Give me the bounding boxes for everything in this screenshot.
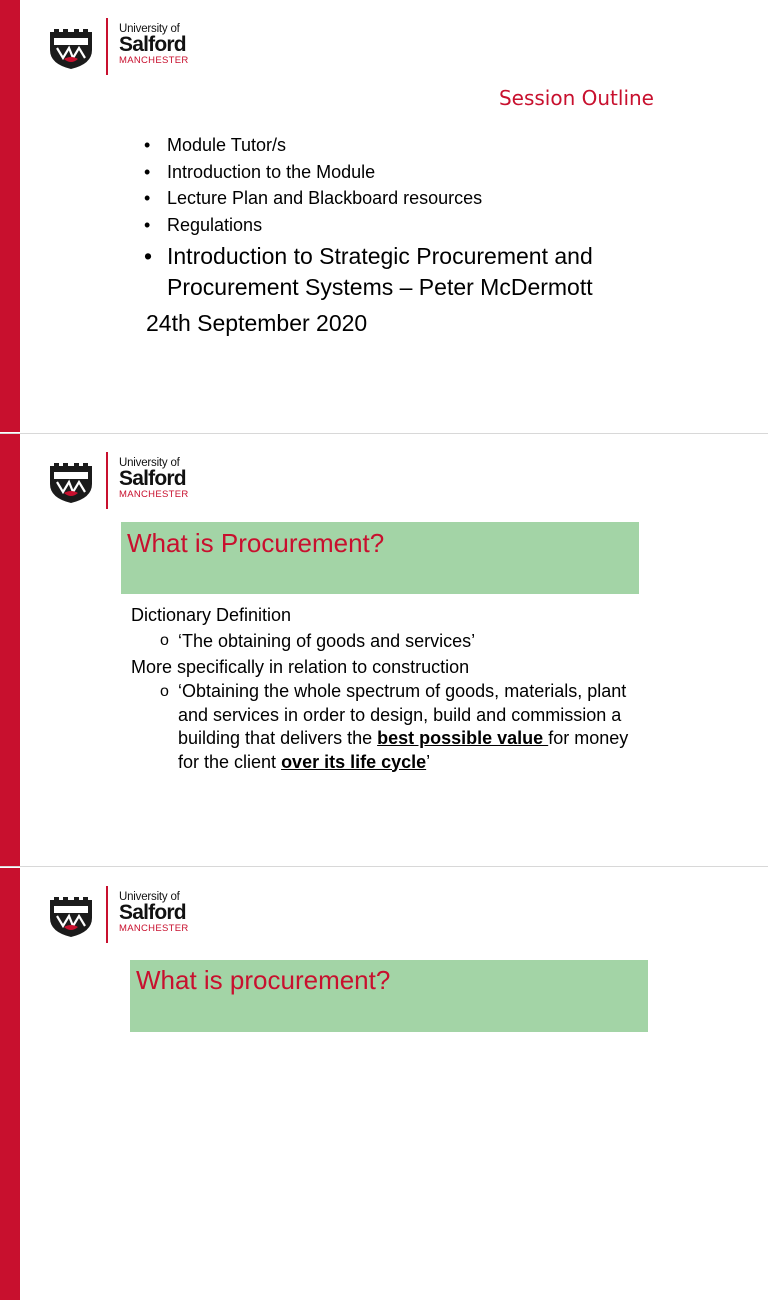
logo-line-salford: Salford <box>119 33 186 56</box>
quote-emphasis-best-value: best possible value <box>377 728 549 748</box>
logo-divider <box>106 886 108 943</box>
definition-item <box>131 628 651 654</box>
outline-item-text: Lecture Plan and Blackboard resources <box>167 188 483 208</box>
definition-body <box>131 602 651 774</box>
outline-item-text: Regulations <box>167 214 263 235</box>
logo-divider <box>106 18 108 75</box>
slide-title: What is procurement? <box>136 965 391 995</box>
slide-session-outline <box>0 0 768 432</box>
quote-emphasis-life-cycle: over its life cycle <box>281 751 427 772</box>
outline-item-text: Module Tutor/s <box>167 135 287 155</box>
logo-line-salford: Salford <box>119 901 186 924</box>
slide-title: What is Procurement? <box>127 528 385 558</box>
university-logo <box>48 886 208 946</box>
logo-line-manchester: MANCHESTER <box>119 489 189 500</box>
bullet-icon: • <box>144 214 151 235</box>
bullet-icon: • <box>144 243 153 269</box>
logo-line-manchester: MANCHESTER <box>119 923 189 934</box>
definition-text: ‘The obtaining of goods and services’ <box>178 631 476 651</box>
definition-heading: Dictionary Definition <box>131 605 292 625</box>
university-logo <box>48 18 208 78</box>
outline-item <box>144 132 664 159</box>
outline-item <box>144 185 664 212</box>
slide-what-is-procurement <box>0 434 768 866</box>
slide-side-bar <box>0 434 20 866</box>
slide-what-is-procurement-2 <box>0 868 768 1300</box>
session-date: 24th September 2020 <box>146 310 368 336</box>
bullet-icon: • <box>144 161 151 182</box>
crest-icon <box>48 28 94 70</box>
logo-line-university: University of <box>119 23 180 35</box>
university-logo <box>48 452 208 512</box>
outline-item <box>144 159 664 186</box>
logo-line-manchester: MANCHESTER <box>119 55 189 66</box>
quote-close: ’ <box>426 751 431 772</box>
construction-heading: More specifically in relation to construction <box>131 657 470 677</box>
logo-line-university: University of <box>119 891 180 903</box>
construction-definition-item <box>131 680 651 774</box>
slide-side-bar <box>0 868 20 1300</box>
slide-title: Session Outline <box>498 86 654 110</box>
outline-item <box>144 212 664 239</box>
outline-item-text: Introduction to the Module <box>167 161 376 182</box>
sub-bullet-icon: o <box>160 632 169 649</box>
outline-item-text: Introduction to Strategic Procurement and Procurement Systems – Peter McDermott <box>167 243 593 300</box>
logo-line-university: University of <box>119 457 180 469</box>
slide-side-bar <box>0 0 20 432</box>
logo-line-salford: Salford <box>119 467 186 490</box>
crest-icon <box>48 462 94 504</box>
bullet-icon: • <box>144 188 151 208</box>
quote-text-part2: for money for the client <box>178 728 629 772</box>
quote-text-part1: ‘Obtaining the whole spectrum of goods, materials, plant and services in order to design, build and commission a building that delivers the <box>178 681 627 748</box>
logo-divider <box>106 452 108 509</box>
slide-divider <box>0 866 768 867</box>
crest-icon <box>48 896 94 938</box>
outline-list <box>144 132 664 303</box>
sub-bullet-icon: o <box>160 683 169 700</box>
bullet-icon: • <box>144 135 151 155</box>
outline-item <box>144 241 664 303</box>
